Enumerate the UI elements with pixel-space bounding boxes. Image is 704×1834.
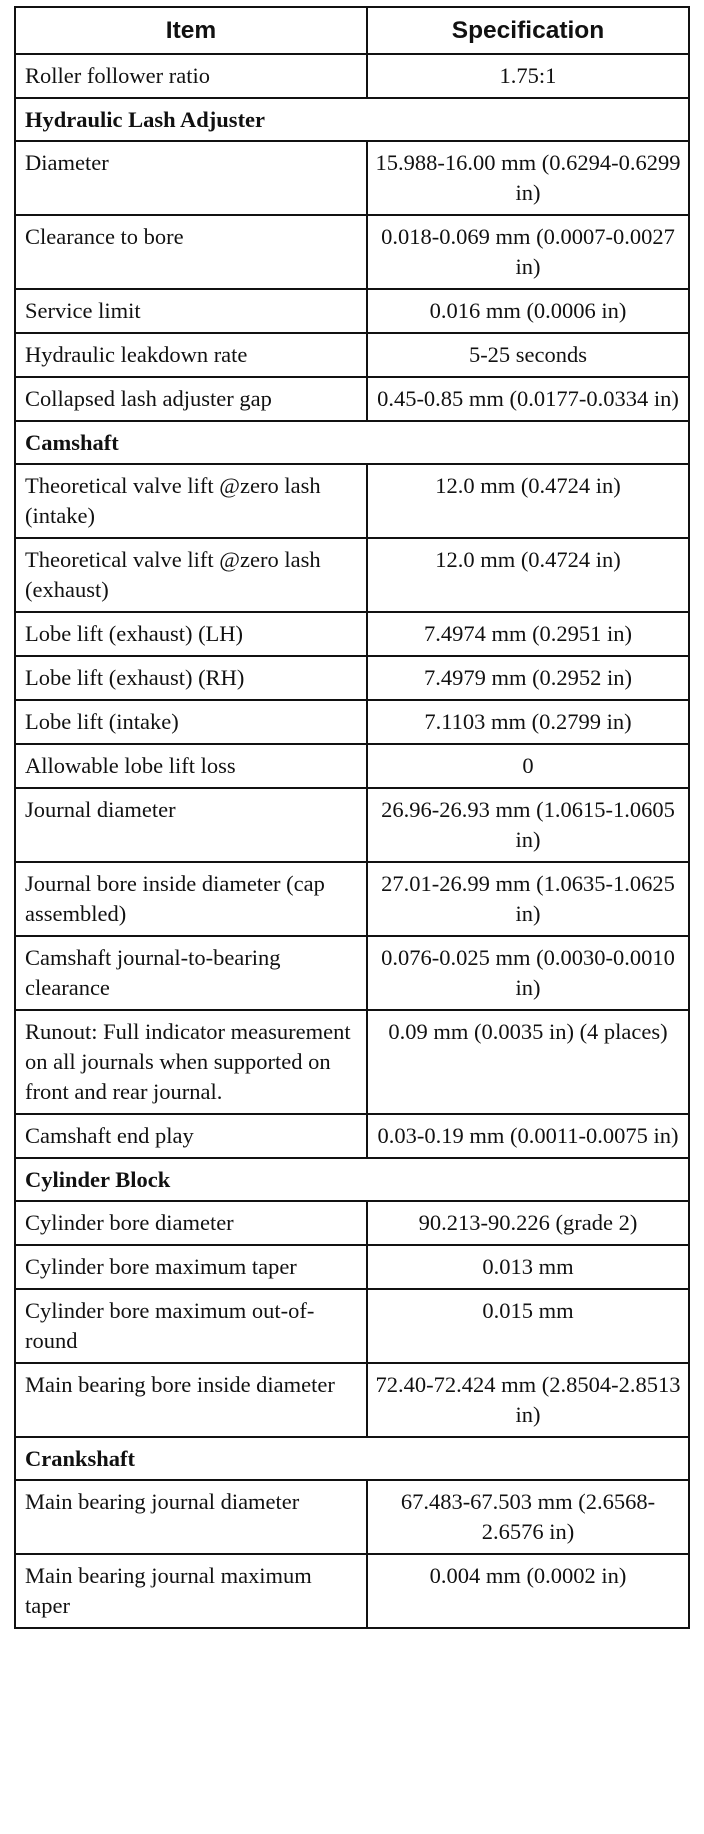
item-cell: Allowable lobe lift loss [15,744,367,788]
table-row [15,54,689,98]
item-cell: Camshaft end play [15,1114,367,1158]
specification-cell: 0.004 mm (0.0002 in) [367,1554,689,1628]
table-row [15,215,689,289]
item-cell: Journal bore inside diameter (cap assembled) [15,862,367,936]
specification-cell: 26.96-26.93 mm (1.0615-1.0605 in) [367,788,689,862]
specification-cell: 7.4974 mm (0.2951 in) [367,612,689,656]
specification-cell: 0.015 mm [367,1289,689,1363]
item-cell: Collapsed lash adjuster gap [15,377,367,421]
table-row [15,1114,689,1158]
specification-cell: 0.45-0.85 mm (0.0177-0.0334 in) [367,377,689,421]
specification-cell: 0.016 mm (0.0006 in) [367,289,689,333]
specification-cell: 0 [367,744,689,788]
table-row [15,377,689,421]
table-body [15,54,689,1628]
table-row [15,1201,689,1245]
column-header-item: Item [15,7,367,54]
table-row [15,936,689,1010]
section-header-row [15,1437,689,1480]
item-cell: Runout: Full indicator measurement on all journals when supported on front and rear journal. [15,1010,367,1114]
table-row [15,1363,689,1437]
item-cell: Main bearing journal diameter [15,1480,367,1554]
table-header-row [15,7,689,54]
item-cell: Roller follower ratio [15,54,367,98]
specification-cell: 5-25 seconds [367,333,689,377]
section-header-row [15,421,689,464]
section-title: Crankshaft [15,1437,689,1480]
table-row [15,1245,689,1289]
section-title: Camshaft [15,421,689,464]
column-header-specification: Specification [367,7,689,54]
table-row [15,141,689,215]
item-cell: Cylinder bore maximum taper [15,1245,367,1289]
table-row [15,464,689,538]
specification-cell: 7.4979 mm (0.2952 in) [367,656,689,700]
specification-cell: 0.018-0.069 mm (0.0007-0.0027 in) [367,215,689,289]
specification-cell: 0.03-0.19 mm (0.0011-0.0075 in) [367,1114,689,1158]
spec-sheet [14,6,688,1629]
item-cell: Camshaft journal-to-bearing clearance [15,936,367,1010]
specification-cell: 72.40-72.424 mm (2.8504-2.8513 in) [367,1363,689,1437]
table-row [15,862,689,936]
table-row [15,744,689,788]
specification-table [14,6,690,1629]
specification-cell: 1.75:1 [367,54,689,98]
item-cell: Lobe lift (exhaust) (RH) [15,656,367,700]
table-row [15,656,689,700]
item-cell: Cylinder bore diameter [15,1201,367,1245]
table-row [15,333,689,377]
table-row [15,788,689,862]
table-row [15,1289,689,1363]
table-row [15,1010,689,1114]
table-row [15,538,689,612]
item-cell: Lobe lift (exhaust) (LH) [15,612,367,656]
section-title: Cylinder Block [15,1158,689,1201]
specification-cell: 27.01-26.99 mm (1.0635-1.0625 in) [367,862,689,936]
table-row [15,1480,689,1554]
section-header-row [15,98,689,141]
specification-cell: 67.483-67.503 mm (2.6568-2.6576 in) [367,1480,689,1554]
item-cell: Main bearing bore inside diameter [15,1363,367,1437]
item-cell: Service limit [15,289,367,333]
specification-cell: 0.076-0.025 mm (0.0030-0.0010 in) [367,936,689,1010]
item-cell: Main bearing journal maximum taper [15,1554,367,1628]
specification-cell: 90.213-90.226 (grade 2) [367,1201,689,1245]
table-row [15,289,689,333]
section-title: Hydraulic Lash Adjuster [15,98,689,141]
section-header-row [15,1158,689,1201]
item-cell: Theoretical valve lift @zero lash (intake) [15,464,367,538]
item-cell: Journal diameter [15,788,367,862]
specification-cell: 7.1103 mm (0.2799 in) [367,700,689,744]
specification-cell: 0.013 mm [367,1245,689,1289]
item-cell: Theoretical valve lift @zero lash (exhaust) [15,538,367,612]
specification-cell: 0.09 mm (0.0035 in) (4 places) [367,1010,689,1114]
specification-cell: 12.0 mm (0.4724 in) [367,538,689,612]
item-cell: Hydraulic leakdown rate [15,333,367,377]
table-row [15,1554,689,1628]
table-row [15,612,689,656]
specification-cell: 12.0 mm (0.4724 in) [367,464,689,538]
table-row [15,700,689,744]
item-cell: Cylinder bore maximum out-of-round [15,1289,367,1363]
specification-cell: 15.988-16.00 mm (0.6294-0.6299 in) [367,141,689,215]
item-cell: Diameter [15,141,367,215]
item-cell: Clearance to bore [15,215,367,289]
item-cell: Lobe lift (intake) [15,700,367,744]
